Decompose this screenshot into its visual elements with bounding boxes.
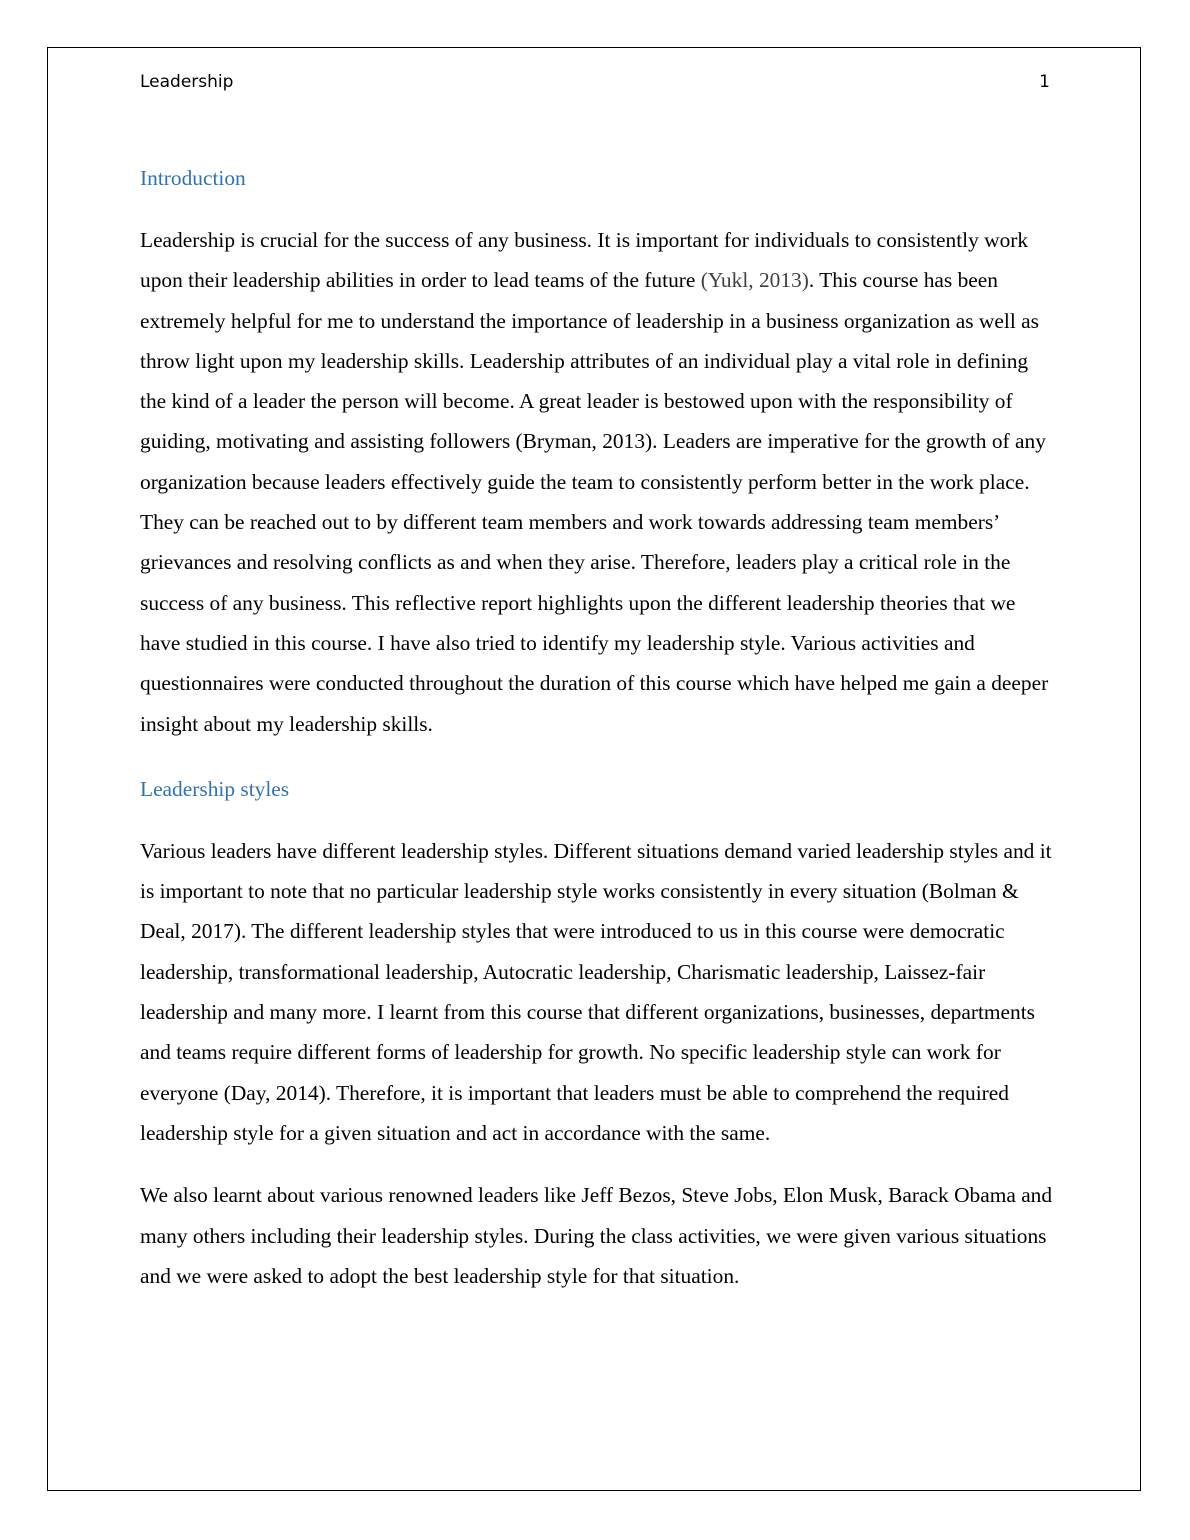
header-title: Leadership [140, 72, 234, 92]
citation-yukl: (Yukl, 2013) [700, 268, 809, 293]
document-body [140, 160, 1054, 1296]
leadership-styles-paragraph-2: We also learnt about various renowned leaders like Jeff Bezos, Steve Jobs, Elon Musk, Barack Obama and many others including their leadership styles. During the class activities, we were given various situations and we were asked to adopt the best leadership style for that situation. [140, 1183, 1053, 1288]
intro-text-rest: . This course has been extremely helpful for me to understand the importance of leadership in a business organization as well as throw light upon my leadership skills. Leadership attributes of an individual play a vital role in defining the kind of a leader the person will become. A great leader is bestowed upon with the responsibility of guiding, motivating and assisting followers (Bryman, 2013). Leaders are imperative for the growth of any organization because leaders effectively guide the team to consistently perform better in the work place. They can be reached out to by different team members and work towards addressing team members’ grievances and resolving conflicts as and when they arise. Therefore, leaders play a critical role in the success of any business. This reflective report highlights upon the different leadership theories that we have studied in this course. I have also tried to identify my leadership style. Various activities and questionnaires were conducted throughout the duration of this course which have helped me gain a deeper insight about my leadership skills. [140, 268, 1049, 736]
leadership-styles-heading: Leadership styles [140, 776, 290, 801]
leadership-styles-paragraph-1: Various leaders have different leadership styles. Different situations demand varied leadership styles and it is important to note that no particular leadership style works consistently in every situation (Bolman & Deal, 2017). The different leadership styles that were introduced to us in this course were democratic leadership, transformational leadership, Autocratic leadership, Charismatic leadership, Laissez-fair leadership and many more. I learnt from this course that different organizations, businesses, departments and teams require different forms of leadership for growth. No specific leadership style can work for everyone (Day, 2014). Therefore, it is important that leaders must be able to comprehend the required leadership style for a given situation and act in accordance with the same. [140, 838, 1052, 1145]
intro-text-start: Leadership is crucial for the success of any business. It is important for individuals to consistently work upon their leadership abilities in order to lead teams of the future [140, 228, 1029, 293]
page-header [140, 72, 1050, 96]
introduction-heading: Introduction [140, 166, 246, 190]
page-number: 1 [1039, 72, 1050, 92]
introduction-paragraph [140, 220, 1054, 744]
